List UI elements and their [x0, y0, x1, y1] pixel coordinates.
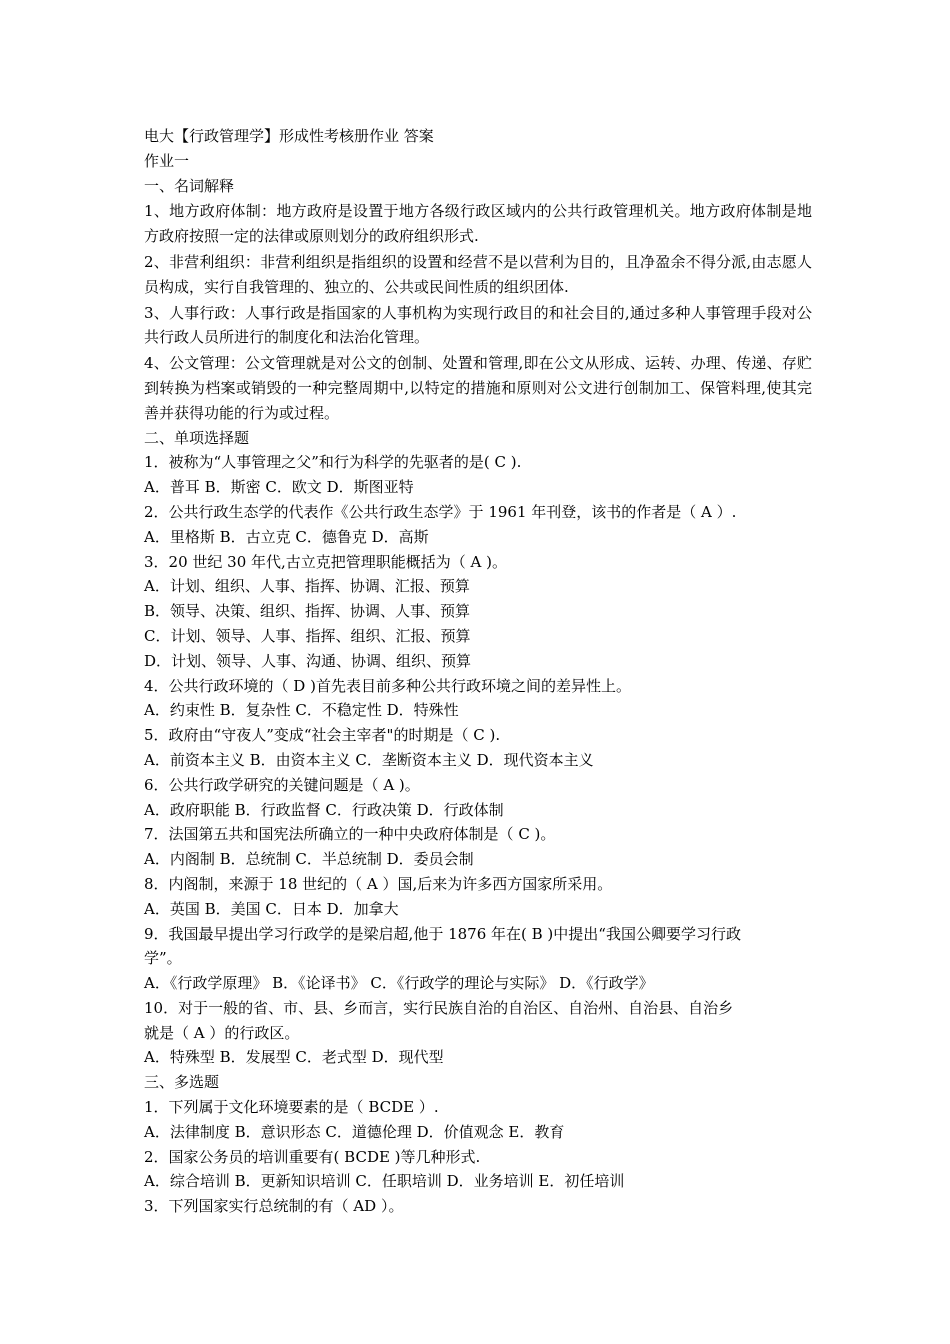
- option-line: A．普耳 B．斯密 C．欧文 D．斯图亚特: [144, 478, 414, 497]
- definition-item: 3、人事行政：人事行政是指国家的人事机构为实现行政目的和社会目的,通过多种人事管理手段对公共行政人员所进行的制度化和法治化管理。: [144, 303, 812, 347]
- option-line: A．里格斯 B．古立克 C．德鲁克 D．高斯: [144, 527, 429, 546]
- question-line: 1．被称为“人事管理之父”和行为科学的先驱者的是( C ).: [144, 453, 522, 472]
- section-heading-single-choice: 二、单项选择题: [144, 428, 250, 447]
- option-line: A．前资本主义 B．由资本主义 C．垄断资本主义 D．现代资本主义: [144, 750, 594, 769]
- option-line: A．政府职能 B．行政监督 C．行政决策 D．行政体制: [144, 800, 504, 819]
- document-title: 电大【行政管理学】形成性考核册作业 答案: [144, 127, 434, 145]
- question-line: 7．法国第五共和国宪法所确立的一种中央政府体制是（ C )。: [144, 825, 556, 844]
- question-line: 10．对于一般的省、市、县、乡而言，实行民族自治的自治区、自治州、自治县、自治乡: [144, 998, 734, 1017]
- question-line: 3．20 世纪 30 年代,古立克把管理职能概括为（ A )。: [144, 552, 508, 571]
- question-line-continuation: 就是（ A ）的行政区。: [144, 1023, 300, 1042]
- option-line: A．《行政学原理》 B．《论译书》 C．《行政学的理论与实际》 D．《行政学》: [144, 974, 654, 993]
- option-line: A．综合培训 B．更新知识培训 C．任职培训 D．业务培训 E．初任培训: [144, 1172, 625, 1191]
- option-line: B．领导、决策、组织、指挥、协调、人事、预算: [144, 602, 471, 621]
- question-line: 9．我国最早提出学习行政学的是梁启超,他于 1876 年在( B )中提出“我国公卿要学习行政: [144, 924, 741, 943]
- definition-item: 2、非营利组织：非营利组织是指组织的设置和经营不是以营利为目的，且净盈余不得分派,由志愿人员构成，实行自我管理的、独立的、公共或民间性质的组织团体.: [144, 252, 812, 296]
- question-line: 1．下列属于文化环境要素的是（ BCDE ）.: [144, 1098, 439, 1117]
- question-line-continuation: 学”。: [144, 949, 182, 968]
- question-line: 2．公共行政生态学的代表作《公共行政生态学》于 1961 年刊登，该书的作者是（ A ）.: [144, 502, 737, 521]
- option-line: A．英国 B．美国 C．日本 D．加拿大: [144, 899, 399, 918]
- document-page: [144, 124, 812, 1219]
- question-line: 2．国家公务员的培训重要有( BCDE )等几种形式.: [144, 1147, 481, 1166]
- section-heading-definitions: 一、名词解释: [144, 176, 235, 195]
- option-line: A．特殊型 B．发展型 C．老式型 D．现代型: [144, 1048, 444, 1067]
- option-line: A．约束性 B．复杂性 C．不稳定性 D．特殊性: [144, 701, 459, 720]
- question-line: 8．内阁制，来源于 18 世纪的（ A ）国,后来为许多西方国家所采用。: [144, 874, 613, 893]
- section-heading-multiple-choice: 三、多选题: [144, 1073, 220, 1092]
- question-line: 6．公共行政学研究的关键问题是（ A )。: [144, 775, 420, 794]
- option-line: A．计划、组织、人事、指挥、协调、汇报、预算: [144, 577, 470, 596]
- definition-item: 1、地方政府体制：地方政府是设置于地方各级行政区域内的公共行政管理机关。地方政府体制是地方政府按照一定的法律或原则划分的政府组织形式.: [144, 202, 812, 246]
- question-line: 5．政府由“守夜人”变成“社会主宰者"的时期是（ C ).: [144, 726, 501, 745]
- assignment-heading: 作业一: [144, 151, 190, 170]
- definition-item: 4、公文管理：公文管理就是对公文的创制、处置和管理,即在公文从形成、运转、办理、传递、存贮到转换为档案或销毁的一种完整周期中,以特定的措施和原则对公文进行创制加工、保管料理,使其完善并获得功能的行为或过程。: [144, 354, 812, 422]
- question-line: 3．下列国家实行总统制的有（ AD ）。: [144, 1197, 404, 1216]
- question-line: 4．公共行政环境的（ D )首先表目前多种公共行政环境之间的差异性上。: [144, 676, 631, 695]
- option-line: A．内阁制 B．总统制 C．半总统制 D．委员会制: [144, 850, 474, 869]
- option-line: D．计划、领导、人事、沟通、协调、组织、预算: [144, 651, 472, 670]
- option-line: A．法律制度 B．意识形态 C．道德伦理 D．价值观念 E．教育: [144, 1122, 565, 1141]
- option-line: C．计划、领导、人事、指挥、组织、汇报、预算: [144, 626, 471, 645]
